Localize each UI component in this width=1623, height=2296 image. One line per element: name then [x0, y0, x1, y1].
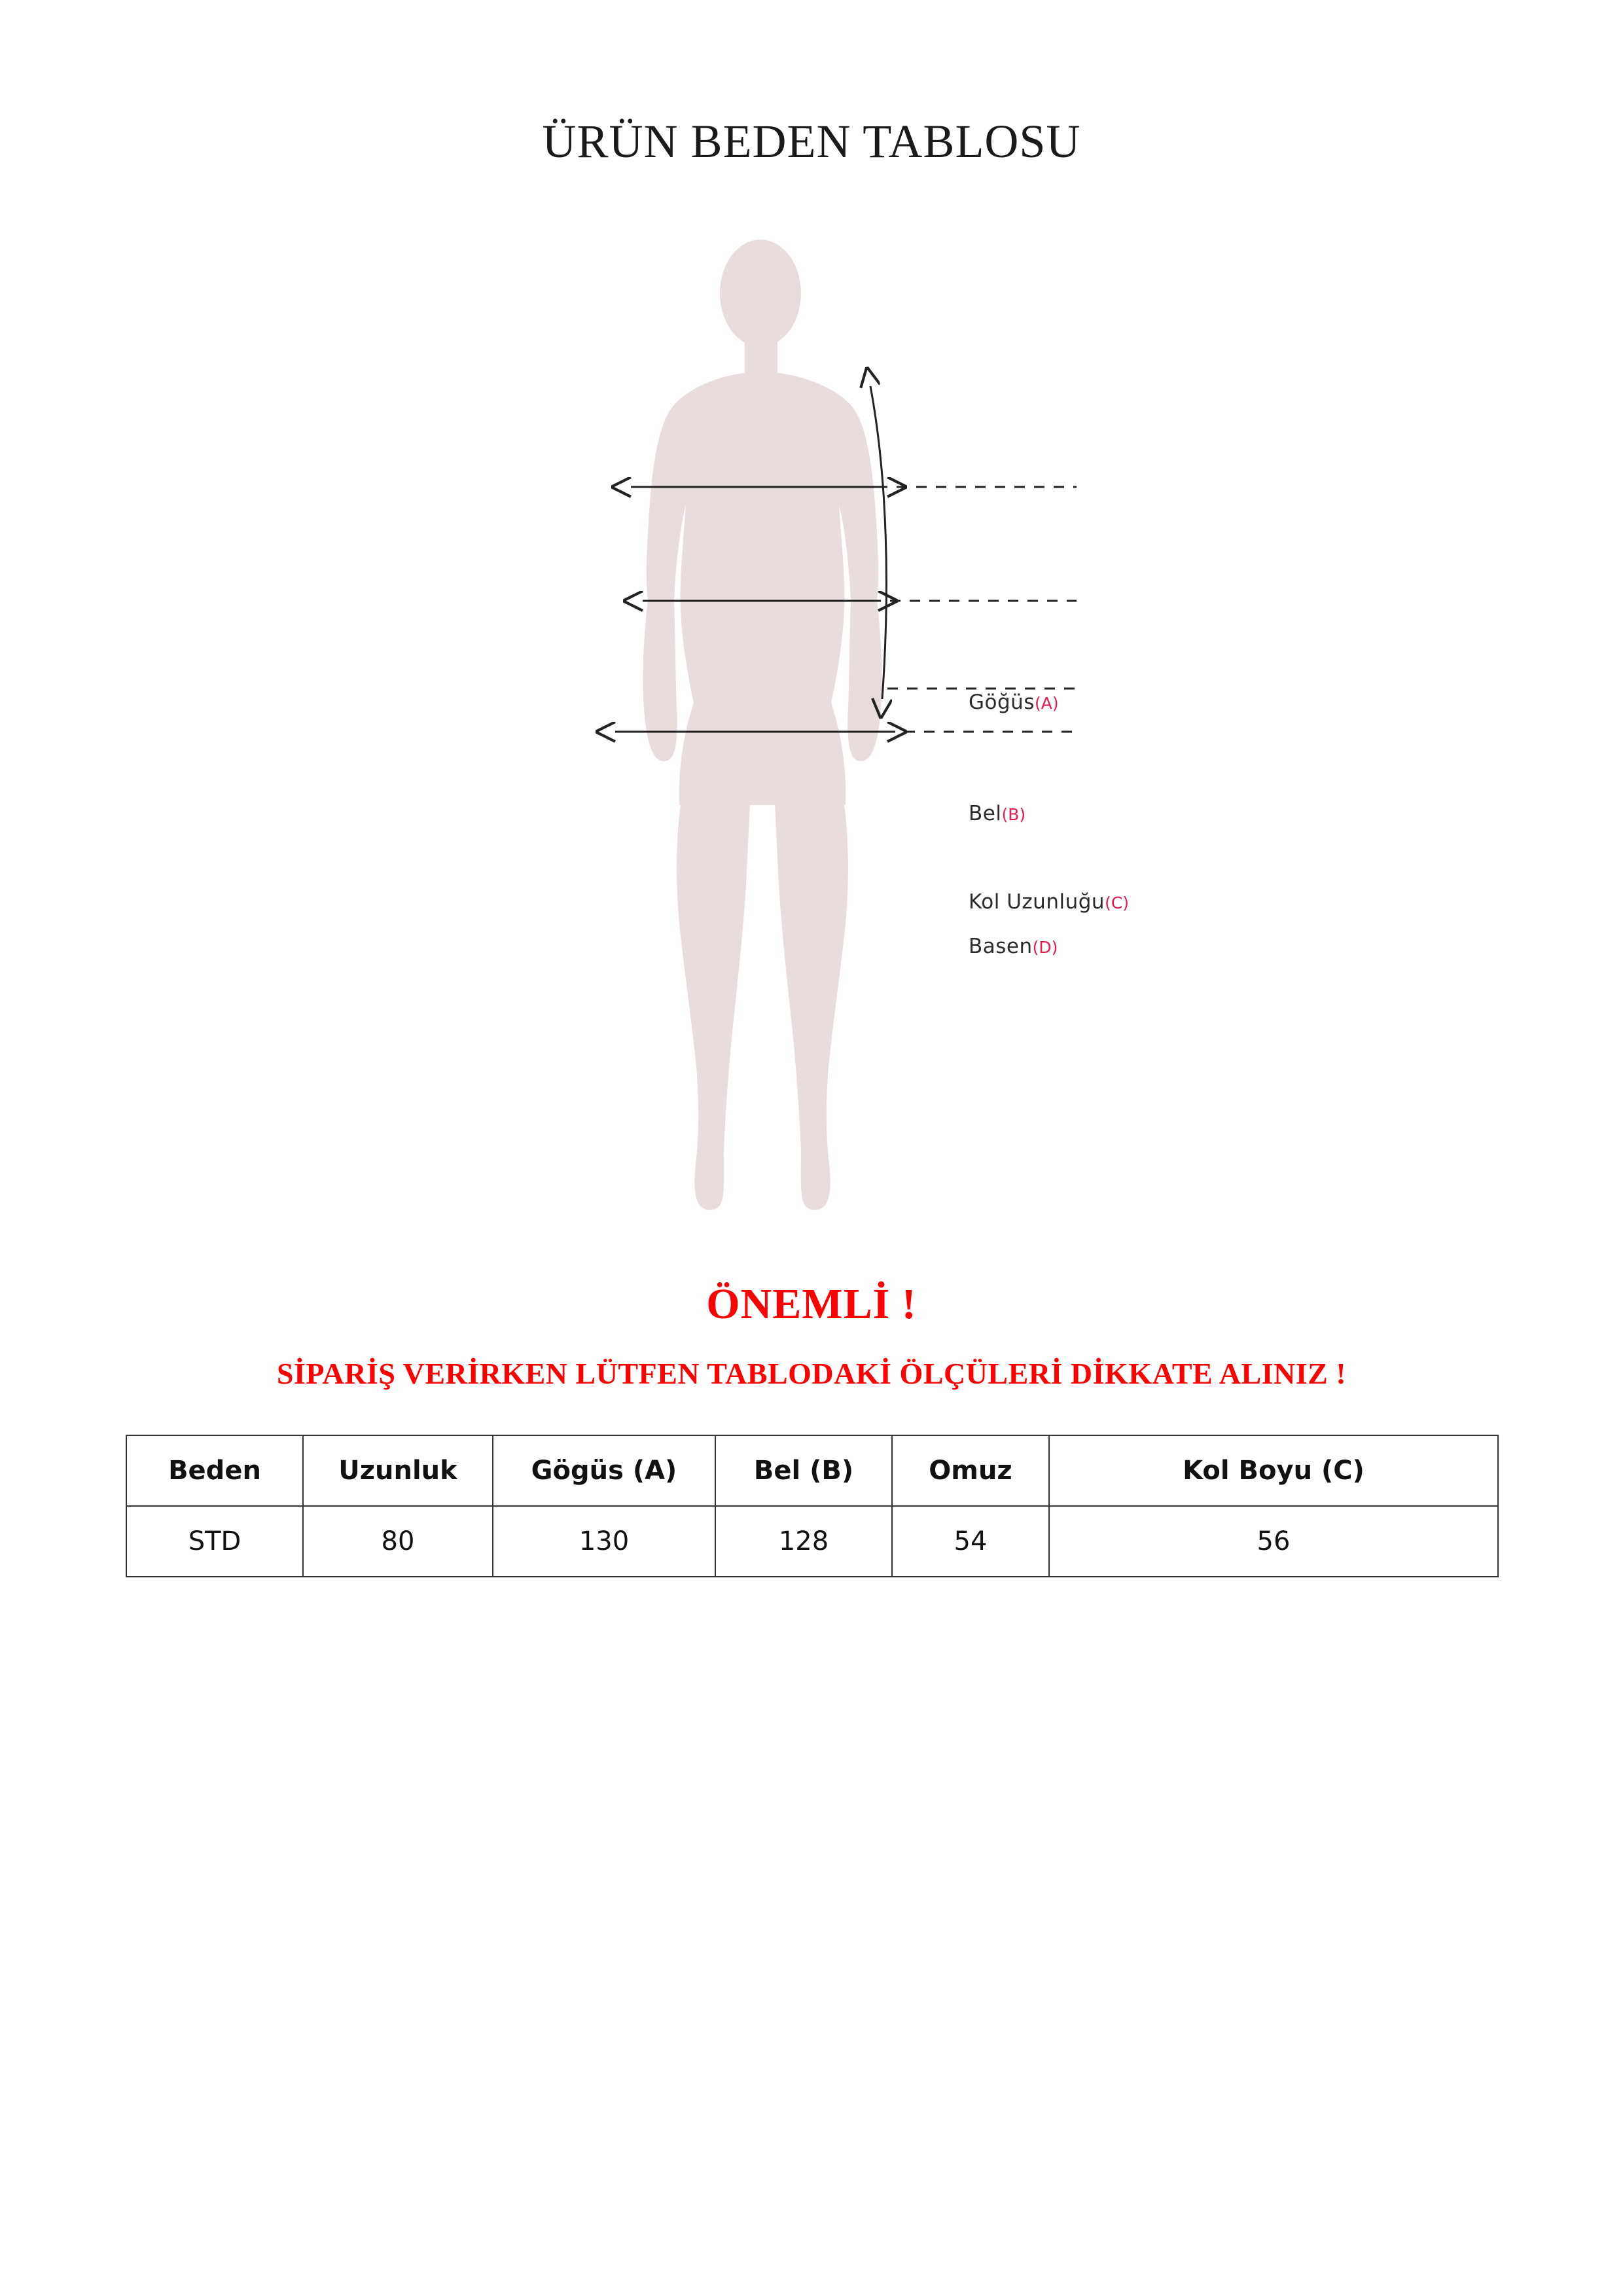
cell-gogus: 130	[493, 1506, 715, 1577]
label-basen	[969, 935, 1058, 958]
col-header-gogus: Gögüs (A)	[493, 1435, 715, 1506]
warning-headline: ÖNEMLİ !	[706, 1280, 917, 1328]
col-header-bel: Bel (B)	[715, 1435, 892, 1506]
col-header-omuz: Omuz	[892, 1435, 1049, 1506]
col-header-kol-boyu: Kol Boyu (C)	[1049, 1435, 1498, 1506]
cell-beden: STD	[126, 1506, 303, 1577]
label-bel-code: (B)	[1001, 805, 1026, 824]
col-header-beden: Beden	[126, 1435, 303, 1506]
size-table	[126, 1435, 1499, 1577]
cell-bel: 128	[715, 1506, 892, 1577]
table-header-row	[126, 1435, 1498, 1506]
page-title: ÜRÜN BEDEN TABLOSU	[542, 115, 1081, 168]
label-gogus	[969, 691, 1059, 714]
col-header-uzunluk: Uzunluk	[303, 1435, 493, 1506]
table-row	[126, 1506, 1498, 1577]
label-basen-text: Basen	[969, 935, 1033, 958]
label-bel-text: Bel	[969, 802, 1002, 825]
label-kol-uzunlugu	[969, 890, 1129, 914]
cell-kol-boyu: 56	[1049, 1506, 1498, 1577]
label-kol-text: Kol Uzunluğu	[969, 890, 1105, 914]
warning-subline: SİPARİŞ VERİRKEN LÜTFEN TABLODAKİ ÖLÇÜLERİ DİKKATE ALINIZ !	[276, 1357, 1347, 1390]
cell-omuz: 54	[892, 1506, 1049, 1577]
label-basen-code: (D)	[1032, 938, 1058, 957]
label-gogus-text: Göğüs	[969, 691, 1035, 714]
label-gogus-code: (A)	[1034, 694, 1059, 713]
silhouette-illustration	[419, 216, 1283, 1237]
measurement-figure	[419, 216, 1283, 1237]
cell-uzunluk: 80	[303, 1506, 493, 1577]
label-kol-code: (C)	[1105, 893, 1130, 912]
label-bel	[969, 802, 1026, 825]
